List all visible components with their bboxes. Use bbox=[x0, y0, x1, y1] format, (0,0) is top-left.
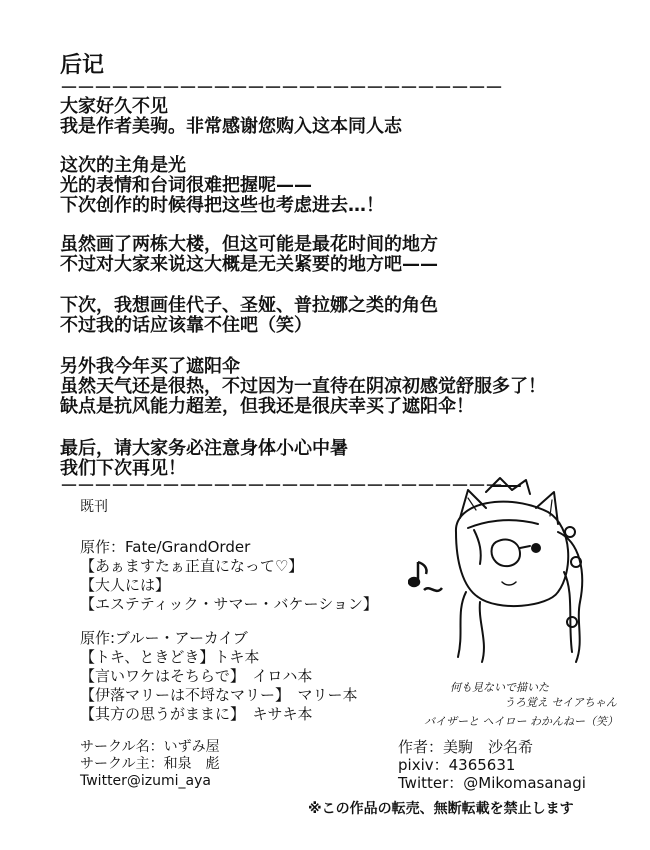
afterword-line: 下次创作的时候得把这些也考虑进去…！ bbox=[60, 195, 384, 216]
afterword-line: 这次的主角是光 bbox=[60, 155, 186, 176]
list-item: 【エステティック・サマー・バケーション】 bbox=[80, 595, 378, 613]
afterword-line: 我是作者美驹。非常感谢您购入这本同人志 bbox=[60, 116, 402, 137]
list-item: 【大人には】 bbox=[80, 576, 171, 594]
afterword-line: 光的表情和台词很难把握呢—— bbox=[60, 175, 312, 196]
afterword-line: 大家好久不见 bbox=[60, 96, 168, 117]
afterword-line: 不过对大家来说这大概是无关紧要的地方吧—— bbox=[60, 254, 438, 275]
divider-top: －－－－－－－－－－－－－－－－－－－－－－－－－－ bbox=[60, 78, 502, 99]
afterword-line: 最后，请大家务必注意身体小心中暑 bbox=[60, 438, 348, 459]
afterword-line: 虽然画了两栋大楼，但这可能是最花时间的地方 bbox=[60, 234, 438, 255]
afterword-line: 我们下次再见！ bbox=[60, 458, 186, 479]
character-sketch-illustration bbox=[408, 472, 598, 672]
circle-twitter: Twitter@izumi_aya bbox=[80, 773, 212, 789]
author-name: 作者：美駒 沙名希 bbox=[398, 738, 534, 756]
list-item: 【伊落マリーは不埒なマリー】 マリー本 bbox=[80, 686, 358, 704]
sketch-note: うろ覚え セイアちゃん bbox=[504, 696, 617, 709]
afterword-heading: 后记 bbox=[60, 53, 105, 78]
copyright-notice: ※この作品の転売、無断転載を禁止します bbox=[308, 801, 574, 817]
afterword-line: 下次，我想画佳代子、圣娅、普拉娜之类的角色 bbox=[60, 295, 438, 316]
list-item: 【トキ、ときどき】トキ本 bbox=[80, 648, 260, 666]
afterword-line: 不过我的话应该靠不住吧（笑） bbox=[60, 315, 312, 336]
published-title: 既刊 bbox=[80, 499, 108, 515]
list-item: 【言いワケはそちらで】 イロハ本 bbox=[80, 667, 313, 685]
list-item: 【其方の思うがままに】 キサキ本 bbox=[80, 705, 313, 723]
sketch-note: 何も見ないで描いた bbox=[450, 681, 549, 694]
sketch-note: バイザーと ヘイロー わかんねー（笑） bbox=[424, 715, 618, 728]
list-item: 原作:ブルー・アーカイブ bbox=[80, 629, 248, 647]
divider-bottom: －－－－－－－－－－－－－－－－－－－－－－－－－－ bbox=[60, 476, 502, 497]
afterword-line: 另外我今年买了遮阳伞 bbox=[60, 356, 240, 377]
author-pixiv: pixiv：4365631 bbox=[398, 756, 516, 774]
afterword-line: 缺点是抗风能力超差，但我还是很庆幸买了遮阳伞！ bbox=[60, 396, 474, 417]
author-twitter: Twitter：@Mikomasanagi bbox=[398, 774, 586, 792]
afterword-line: 虽然天气还是很热，不过因为一直待在阴凉初感觉舒服多了！ bbox=[60, 376, 546, 397]
list-item: 原作：Fate/GrandOrder bbox=[80, 538, 251, 556]
circle-owner: サークル主：和泉 彪 bbox=[80, 756, 220, 772]
list-item: 【あぁますたぁ正直になって♡】 bbox=[80, 557, 304, 575]
circle-name: サークル名：いずみ屋 bbox=[80, 739, 220, 755]
